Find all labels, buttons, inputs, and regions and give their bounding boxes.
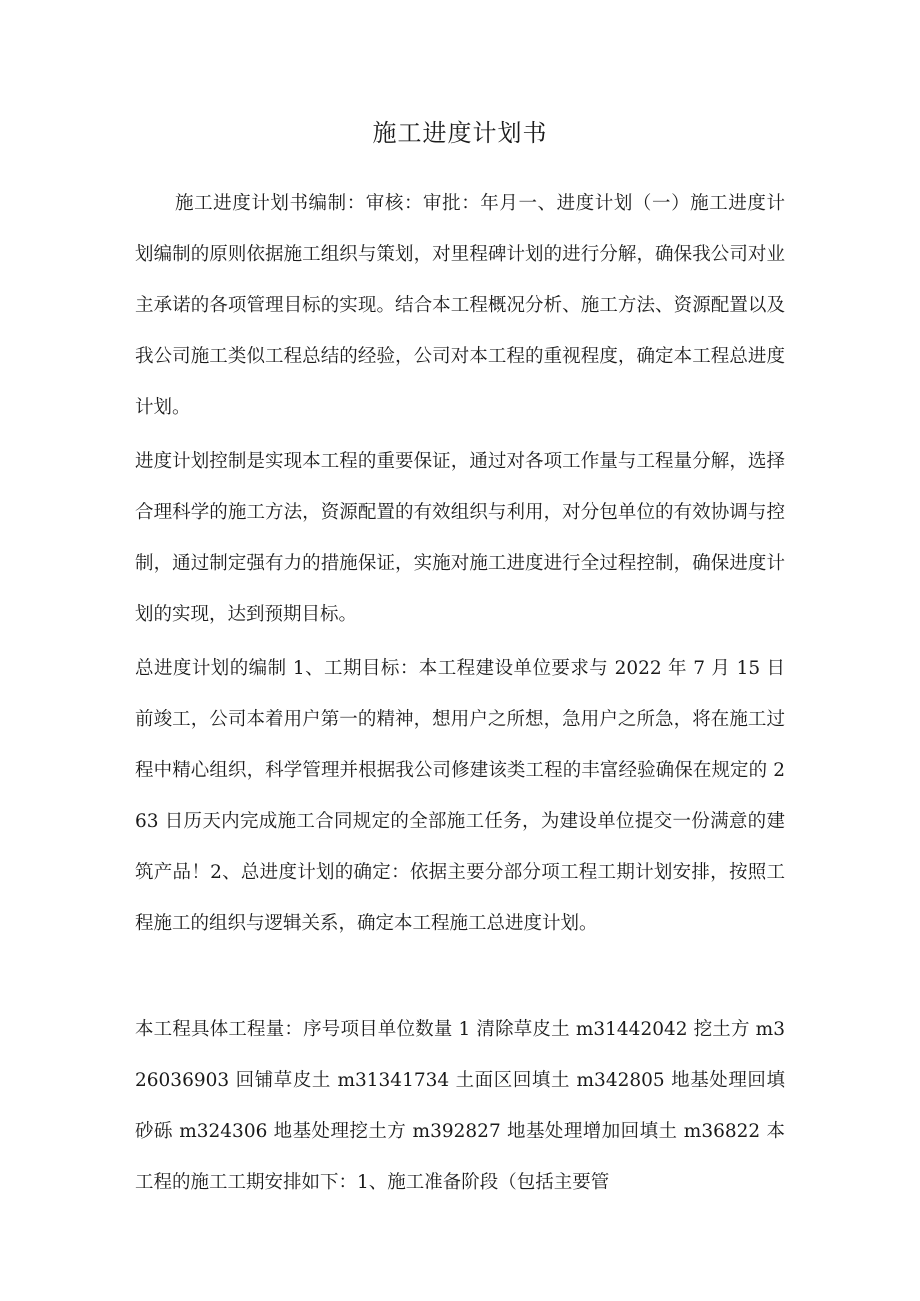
paragraph-master-schedule: 总进度计划的编制 1、工期目标：本工程建设单位要求与 2022 年 7 月 15 日前竣工，公司本着用户第一的精神，想用户之所想，急用户之所急，将在施工过程中精心组织，科学管理并根据我公司修建该类工程的丰富经验确保在规定的 263 日历天内完成施工合同规定的全部施工任务，为建设单位提交一份满意的建筑产品！2、总进度计划的确定：依据主要分部分项工程工期计划安排，按照工程施工的组织与逻辑关系，确定本工程施工总进度计划。 <box>135 658 785 934</box>
paragraph-schedule-principles: 施工进度计划书编制：审核：审批：年月一、进度计划（一）施工进度计划编制的原则依据施工组织与策划，对里程碑计划的进行分解，确保我公司对业主承诺的各项管理目标的实现。结合本工程概况分析、施工方法、资源配置以及我公司施工类似工程总结的经验，公司对本工程的重视程度，确定本工程总进度计划。 <box>135 193 785 418</box>
paragraph-schedule-control: 进度计划控制是实现本工程的重要保证，通过对各项工作量与工程量分解，选择合理科学的施工方法，资源配置的有效组织与利用，对分包单位的有效协调与控制，通过制定强有力的措施保证，实施对施工进度进行全过程控制，确保进度计划的实现，达到预期目标。 <box>135 451 785 625</box>
document-title: 施工进度计划书 <box>372 119 548 147</box>
paragraph-quantities: 本工程具体工程量：序号项目单位数量 1 清除草皮土 m31442042 挖土方 m326036903 回铺草皮土 m31341734 土面区回填土 m342805 地基处理回填砂砾 m324306 地基处理挖土方 m392827 地基处理增加回填土 m36822 本工程的施工工期安排如下：1、施工准备阶段（包括主要管 <box>135 1019 785 1193</box>
